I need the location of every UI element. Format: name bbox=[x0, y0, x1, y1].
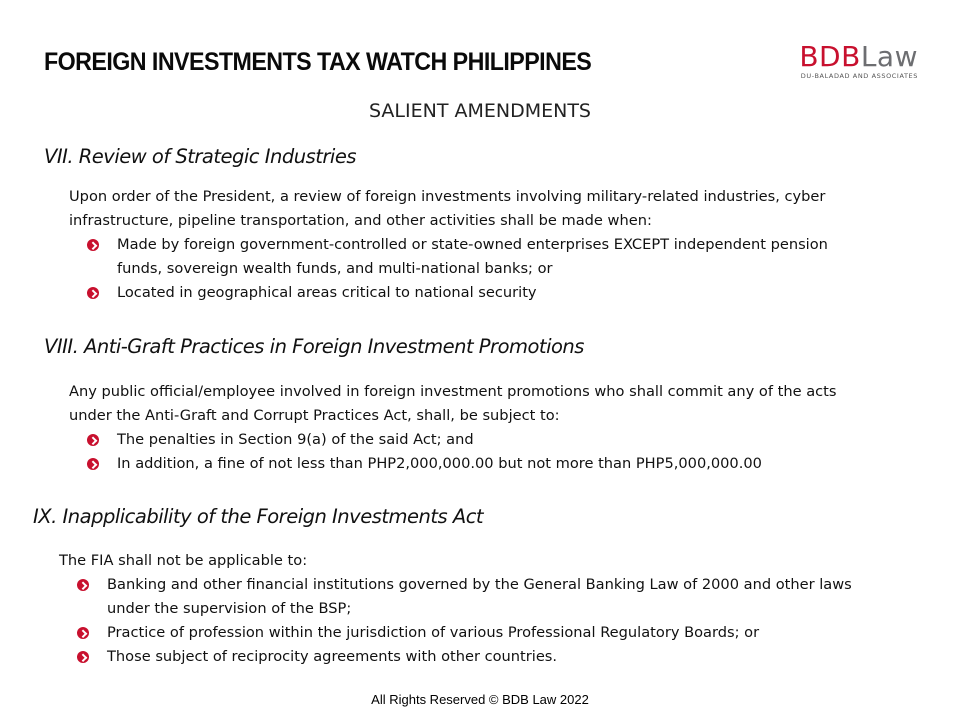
list-item-text: Made by foreign government-controlled or state-owned enterprises EXCEPT independent pension funds, sovereign wealth funds, and multi-national banks; or bbox=[117, 236, 828, 277]
chevron-right-circle-icon bbox=[87, 458, 99, 470]
header-title: FOREIGN INVESTMENTS TAX WATCH PHILIPPINES bbox=[44, 48, 592, 76]
list-item-text: In addition, a fine of not less than PHP2,000,000.00 but not more than PHP5,000,000.00 bbox=[117, 455, 762, 472]
list-item bbox=[87, 452, 887, 476]
footer-copyright: All Rights Reserved © BDB Law 2022 bbox=[371, 692, 589, 707]
chevron-right-circle-icon bbox=[77, 651, 89, 663]
section-intro: The FIA shall not be applicable to: bbox=[59, 552, 308, 569]
list-item-text: Located in geographical areas critical to national security bbox=[117, 284, 537, 301]
bullet-list bbox=[87, 428, 887, 476]
list-item bbox=[77, 645, 887, 669]
list-item-text: Practice of profession within the jurisdiction of various Professional Regulatory Boards; or bbox=[107, 624, 760, 641]
chevron-right-circle-icon bbox=[77, 579, 89, 591]
list-item bbox=[77, 621, 887, 645]
section-intro: Any public official/employee involved in foreign investment promotions who shall commit any of the acts under the Anti-Graft and Corrupt Practices Act, shall, be subject to: bbox=[69, 383, 837, 424]
section-heading: VII. Review of Strategic Industries bbox=[44, 145, 356, 168]
chevron-right-circle-icon bbox=[77, 627, 89, 639]
slide-subtitle: SALIENT AMENDMENTS bbox=[369, 100, 591, 122]
list-item bbox=[87, 281, 847, 305]
logo-law: Law bbox=[860, 40, 918, 73]
logo-wordmark bbox=[799, 42, 918, 72]
bullet-list bbox=[77, 573, 887, 669]
bullet-list bbox=[87, 233, 847, 305]
list-item bbox=[87, 428, 887, 452]
list-item-text: Banking and other financial institutions governed by the General Banking Law of 2000 and other laws under the supervision of the BSP; bbox=[107, 576, 852, 617]
chevron-right-circle-icon bbox=[87, 287, 99, 299]
section-heading: IX. Inapplicability of the Foreign Investments Act bbox=[33, 505, 484, 528]
list-item bbox=[87, 233, 847, 281]
logo-tagline: DU-BALADAD AND ASSOCIATES bbox=[800, 72, 918, 80]
list-item-text: Those subject of reciprocity agreements with other countries. bbox=[107, 648, 558, 665]
brand-logo bbox=[799, 42, 918, 80]
section-intro: Upon order of the President, a review of foreign investments involving military-related industries, cyber infrastructure, pipeline transportation, and other activities shall be made when: bbox=[69, 188, 826, 229]
list-item-text: The penalties in Section 9(a) of the said Act; and bbox=[117, 431, 474, 448]
list-item bbox=[77, 573, 887, 621]
chevron-right-circle-icon bbox=[87, 434, 99, 446]
chevron-right-circle-icon bbox=[87, 239, 99, 251]
logo-bdb: BDB bbox=[799, 40, 861, 73]
section-heading: VIII. Anti-Graft Practices in Foreign Investment Promotions bbox=[44, 335, 584, 358]
